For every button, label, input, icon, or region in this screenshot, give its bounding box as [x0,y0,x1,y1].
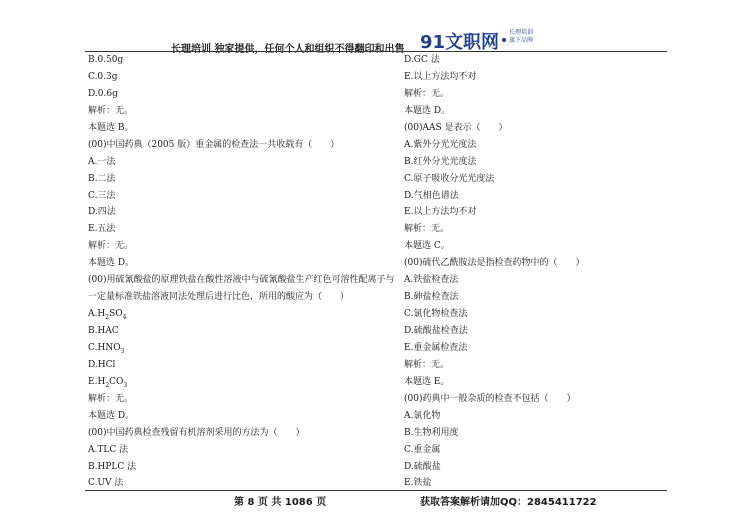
text-line: (00)中国药典（2005 版）重金属的检查法一共收载有（ ） [88,139,340,150]
text-line: D.0.6g [88,88,118,99]
text-line: 本题选 E。 [404,376,450,387]
text-line: B.0.50g [88,55,124,65]
text-line: (00)用硫氰酸盐的原理铁盐在酸性溶液中与硫氰酸盐生产红色可溶性配离子与 [88,275,395,286]
text-line: E.五法 [88,224,116,235]
text-line: E.以上方法均不对 [404,207,477,218]
text-line: (00)药典中一般杂质的检查不包括（ ） [404,393,576,404]
text-line: C.0.3g [88,71,118,82]
page-number: 第 8 页 共 1086 页 [234,497,327,508]
logo-text: 91文职网 [420,32,500,53]
text-line: 本题选 D。 [88,410,135,421]
text-line: E.重金属检查法 [404,342,468,353]
footer-contact: 获取答案解析请加QQ：2845411722 [420,497,597,508]
text-line: A.氯化物 [404,410,441,421]
text-line: B.砷盐检查法 [404,292,459,303]
text-line: D.硫酸盐检查法 [404,326,468,336]
logo-dot-icon [502,38,506,42]
text-line: 解析：无。 [88,241,134,252]
text-line: 本题选 D。 [404,105,451,116]
logo-tag: 长理培训 [509,29,534,36]
text-line: B.二法 [88,173,116,184]
text-line: D.GC 法 [404,55,440,65]
text-line: (00)AAS 是表示（ ） [404,122,508,133]
text-line: B.生物利用度 [404,427,459,438]
header-notice: 长理培训 独家提供，任何个人和组织不得翻印和出售 [171,44,405,55]
text-line: E.以上方法均不对 [404,71,477,82]
text-line: 本题选 C。 [404,241,450,252]
text-line: 解析：无。 [404,88,450,99]
text-line: C.原子吸收分光光度法 [404,173,495,184]
text-line: 一定量标准铁盐溶液同法处理后进行比色，所用的酸应为（ ） [88,292,350,303]
logo-tags [509,29,533,45]
text-line: A.铁盐检查法 [404,275,459,286]
text-line: D.四法 [88,207,116,218]
text-line: A.一法 [88,156,116,167]
text-line: 本题选 D。 [88,258,135,269]
text-line: B.HAC [88,326,119,336]
text-line: D.硫酸盐 [404,461,441,472]
text-line: 解析：无。 [404,359,450,370]
text-line: C.UV 法 [88,478,124,489]
text-line: B.红外分光光度法 [404,156,477,167]
text-line: D.HCl [88,359,116,370]
text-line: A.TLC 法 [88,444,129,455]
text-line: C.重金属 [404,444,441,455]
text-line: E.铁盐 [404,478,432,489]
right-column [404,52,704,492]
text-line: $A.H_2SO_4$ [88,309,127,321]
text-line: 解析：无。 [88,105,134,116]
text-line: C.氯化物检查法 [404,309,468,320]
text-line: 解析：无。 [404,224,450,235]
footer-rule [85,490,667,491]
text-line: (00)中国药典检查残留有机溶剂采用的方法为（ ） [88,427,305,438]
text-line: (00)硫代乙酰胺法是指检查药物中的（ ） [404,258,585,269]
text-line: A.紫外分光光度法 [404,139,477,150]
logo-tag: 旗下品牌 [509,37,534,44]
text-line: C.三法 [88,190,116,201]
text-line: B.HPLC 法 [88,461,137,472]
text-line: $E.H_2CO_3$ [88,376,128,389]
text-line: $C.HNO_3$ [88,342,125,355]
text-line: D.气相色谱法 [404,190,459,201]
text-line: 解析：无。 [88,393,134,404]
left-column [88,52,395,492]
text-line: 本题选 B。 [88,122,134,133]
